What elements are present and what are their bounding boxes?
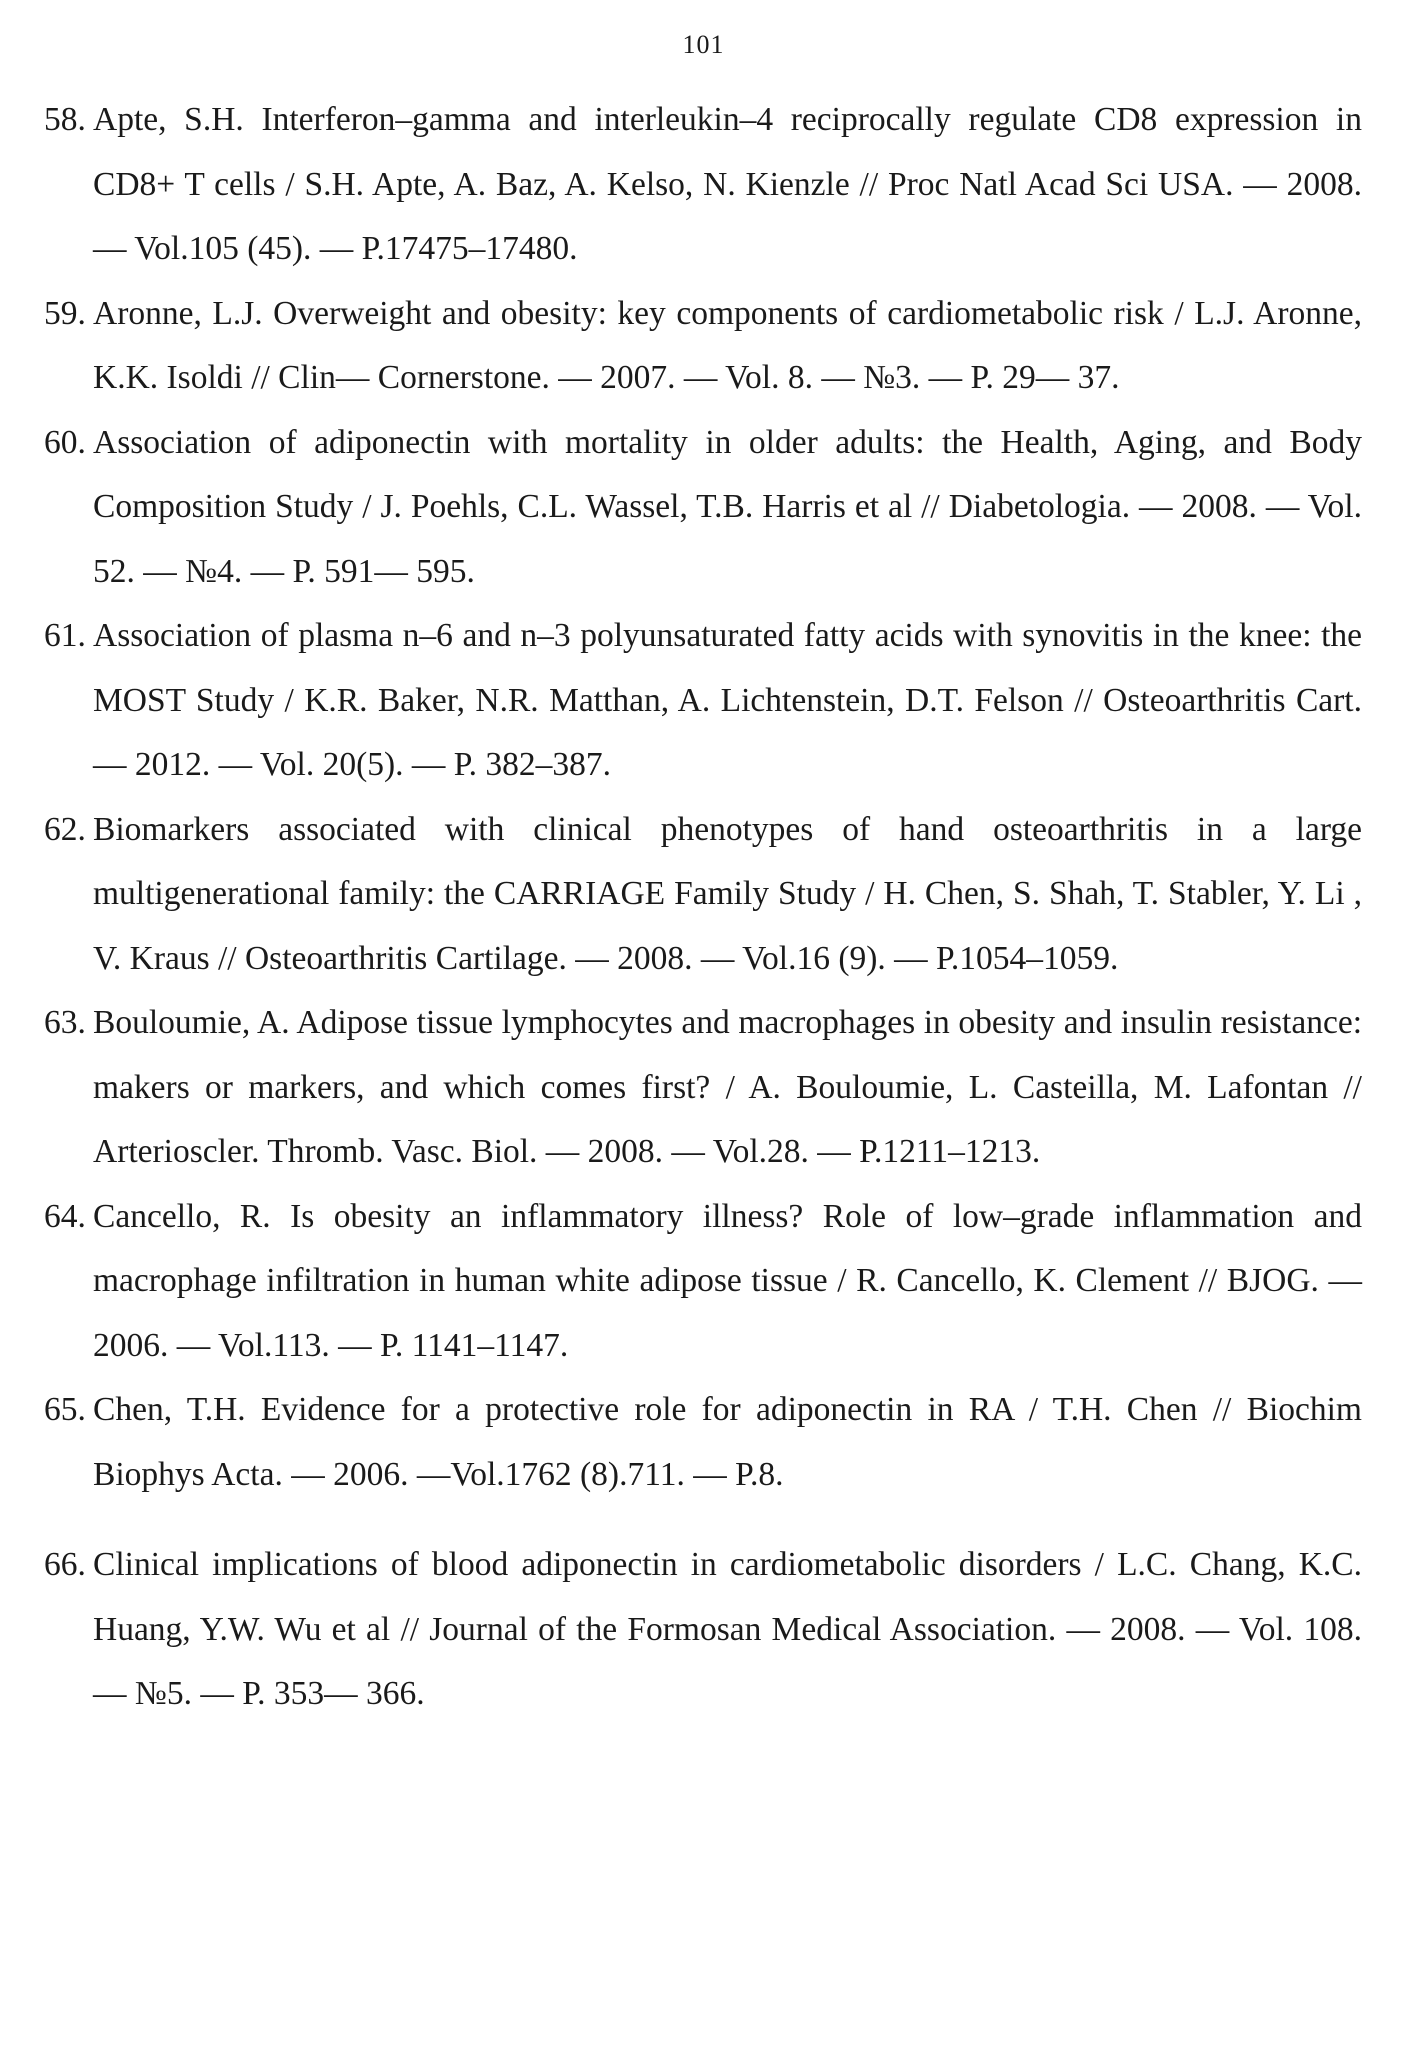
reference-text: Apte, S.H. Interferon–gamma and interleukin–4 reciprocally regulate CD8 expression in CD8+ T cells / S.H. Apte, A. Baz, A. Kelso, N. Kienzle // Proc Natl Acad Sci USA. — 2008. — Vol.105 (45). — P.17475–17480. <box>93 101 1362 267</box>
reference-item-65 <box>44 1378 1362 1507</box>
reference-text: Biomarkers associated with clinical phenotypes of hand osteoarthritis in a large multigenerational family: the CARRIAGE Family Study / H. Chen, S. Shah, T. Stabler, Y. Li , V. Kraus // Osteoarthritis Cartilage. — 2008. — Vol.16 (9). — P.1054–1059. <box>93 810 1362 977</box>
reference-number: 66. <box>44 1546 86 1583</box>
reference-item-63 <box>44 991 1362 1185</box>
reference-item-58 <box>44 88 1362 282</box>
reference-number: 59. <box>44 294 86 332</box>
reference-item-61 <box>44 604 1362 798</box>
reference-number: 58. <box>44 101 86 138</box>
reference-text: Aronne, L.J. Overweight and obesity: key components of cardiometabolic risk / L.J. Aronne, K.K. Isoldi // Clin— Cornerstone. — 2007. — Vol. 8. — №3. — P. 29— 37. <box>93 294 1362 396</box>
page-number: 101 <box>682 30 725 59</box>
reference-number: 63. <box>44 1004 86 1041</box>
reference-number: 61. <box>44 617 86 654</box>
reference-number: 64. <box>44 1197 86 1235</box>
reference-text: Association of plasma n–6 and n–3 polyunsaturated fatty acids with synovitis in the knee: the MOST Study / K.R. Baker, N.R. Matthan, A. Lichtenstein, D.T. Felson // Osteoarthritis Cart. — 2012. — Vol. 20(5). — P. 382–387. <box>93 617 1362 783</box>
reference-number: 62. <box>44 810 86 848</box>
reference-item-62 <box>44 798 1362 992</box>
reference-text: Bouloumie, A. Adipose tissue lymphocytes and macrophages in obesity and insulin resistance: makers or markers, and which comes first? / A. Bouloumie, L. Casteilla, M. Lafontan // Arterioscler. Thromb. Vasc. Biol. — 2008. — Vol.28. — P.1211–1213. <box>93 1004 1362 1170</box>
reference-number: 65. <box>44 1391 86 1428</box>
reference-item-64 <box>44 1185 1362 1379</box>
reference-item-60 <box>44 411 1362 605</box>
reference-text: Association of adiponectin with mortality in older adults: the Health, Aging, and Body Composition Study / J. Poehls, C.L. Wassel, T.B. Harris et al // Diabetologia. — 2008. — Vol. 52. — №4. — P. 591— 595. <box>93 423 1362 590</box>
reference-text: Cancello, R. Is obesity an inflammatory illness? Role of low–grade inflammation and macrophage infiltration in human white adipose tissue / R. Cancello, K. Clement // BJOG. — 2006. — Vol.113. — P. 1141–1147. <box>93 1197 1362 1364</box>
reference-text: Chen, T.H. Evidence for a protective role for adiponectin in RA / T.H. Chen // Biochim Biophys Acta. — 2006. —Vol.1762 (8).711. — P.8. <box>93 1391 1362 1493</box>
reference-item-66 <box>44 1533 1362 1727</box>
reference-number: 60. <box>44 423 86 461</box>
reference-text: Clinical implications of blood adiponectin in cardiometabolic disorders / L.C. Chang, K.C. Huang, Y.W. Wu et al // Journal of the Formosan Medical Association. — 2008. — Vol. 108. — №5. — P. 353— 366. <box>93 1546 1362 1712</box>
reference-list <box>44 88 1362 1727</box>
reference-item-59 <box>44 282 1362 411</box>
